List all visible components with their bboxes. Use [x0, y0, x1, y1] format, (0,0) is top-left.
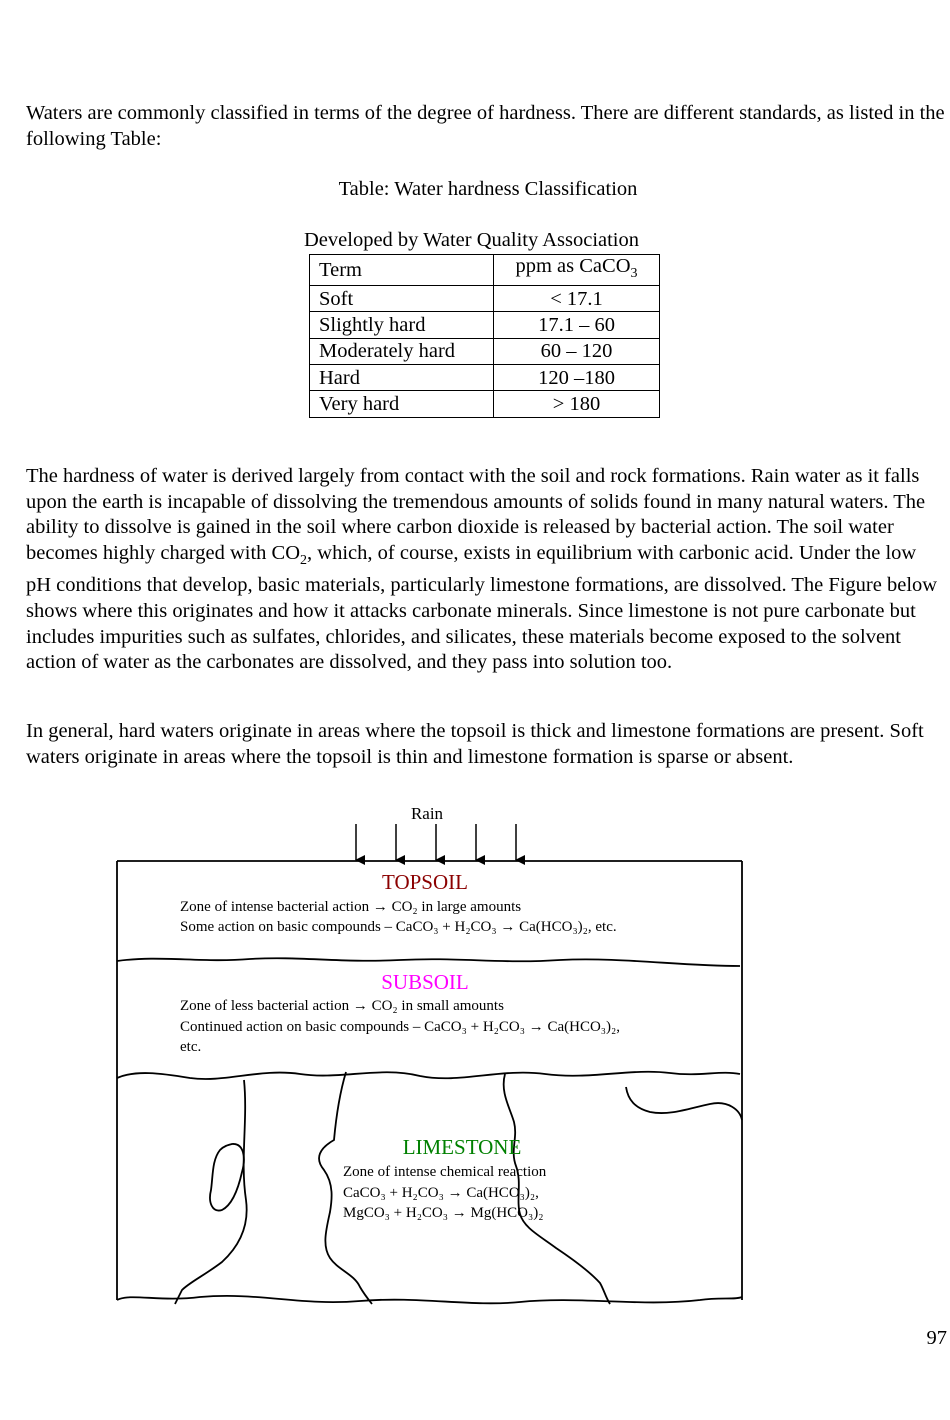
- soil-layers-figure: [0, 800, 950, 1315]
- hardness-origin-paragraph: The hardness of water is derived largely from contact with the soil and rock formations. Rain water as it falls upon the earth is incapable of dissolving the tremendous amounts of solids found in many natural waters. The ability to dissolve is gained in the soil where carbon dioxide is released by bacterial action. The soil water becomes highly charged with $CO_2$, which, of course, exists in equilibrium with carbonic acid. Under the low pH conditions that develop, basic materials, particularly limestone formations, are dissolved. The Figure below shows where this originates and how it attacks carbonate minerals. Since limestone is not pure carbonate but includes impurities such as sulfates, chlorides, and silicates, these materials become exposed to the solvent action of water as the carbonates are dissolved, and they pass into solution too.: [26, 465, 938, 674]
- figure-bottom-edge: [117, 1296, 742, 1303]
- subsoil-line: etc.: [180, 1039, 202, 1055]
- table-row: [310, 338, 660, 364]
- table-row: [310, 391, 660, 417]
- rain-label: Rain: [410, 804, 444, 823]
- limestone-line: Zone of intense chemical reaction: [343, 1164, 547, 1180]
- table-row: [310, 364, 660, 390]
- subsoil-line: Continued action on basic compounds – CaCO₃ + H₂CO₃ → Ca(HCO₃)₂,: [180, 1019, 620, 1035]
- hardness-table: [309, 254, 660, 418]
- table-caption: Table: Water hardness Classification: [338, 178, 638, 200]
- topsoil-title: TOPSOIL: [382, 870, 468, 894]
- limestone-zone: [343, 1135, 547, 1221]
- subsoil-zone: [180, 970, 620, 1055]
- topsoil-line: Zone of intense bacterial action → CO₂ in large amounts: [180, 899, 522, 915]
- row-term: Very hard: [310, 391, 494, 417]
- table-row: [310, 312, 660, 338]
- header-ppm: ppm as CaCO$_3$: [494, 255, 660, 286]
- row-term: Moderately hard: [310, 338, 494, 364]
- row-range: 120 –180: [494, 364, 660, 390]
- row-range: > 180: [494, 391, 660, 417]
- row-term: Slightly hard: [310, 312, 494, 338]
- subsoil-title: SUBSOIL: [381, 970, 469, 994]
- limestone-line: CaCO₃ + H₂CO₃ → Ca(HCO₃)₂,: [343, 1185, 539, 1201]
- topsoil-line: Some action on basic compounds – CaCO₃ + H₂CO₃ → Ca(HCO₃)₂, etc.: [180, 919, 617, 935]
- row-range: < 17.1: [494, 286, 660, 312]
- topsoil-subsoil-boundary: [117, 958, 740, 966]
- row-term: Hard: [310, 364, 494, 390]
- intro-paragraph: Waters are commonly classified in terms of the degree of hardness. There are different standards, as listed in the following Table:: [26, 102, 945, 150]
- limestone-rock-fragment: [210, 1144, 244, 1211]
- table-source: Developed by Water Quality Association: [304, 229, 640, 251]
- page-number: 97: [926, 1327, 947, 1349]
- table-row: [310, 286, 660, 312]
- hard-soft-paragraph: In general, hard waters originate in areas where the topsoil is thick and limestone formations are present. Soft waters originate in areas where the topsoil is thin and limestone formation is sparse or absent.: [26, 720, 924, 768]
- limestone-crack: [626, 1087, 742, 1120]
- limestone-title: LIMESTONE: [402, 1135, 522, 1159]
- row-term: Soft: [310, 286, 494, 312]
- limestone-line: MgCO₃ + H₂CO₃ → Mg(HCO₃)₂: [343, 1205, 544, 1221]
- header-term: Term: [310, 255, 494, 286]
- topsoil-zone: [180, 870, 617, 935]
- rain-arrows: [356, 824, 516, 860]
- subsoil-line: Zone of less bacterial action → CO₂ in small amounts: [180, 998, 504, 1014]
- row-range: 60 – 120: [494, 338, 660, 364]
- subsoil-limestone-boundary: [117, 1072, 740, 1079]
- table-header-row: [310, 255, 660, 286]
- row-range: 17.1 – 60: [494, 312, 660, 338]
